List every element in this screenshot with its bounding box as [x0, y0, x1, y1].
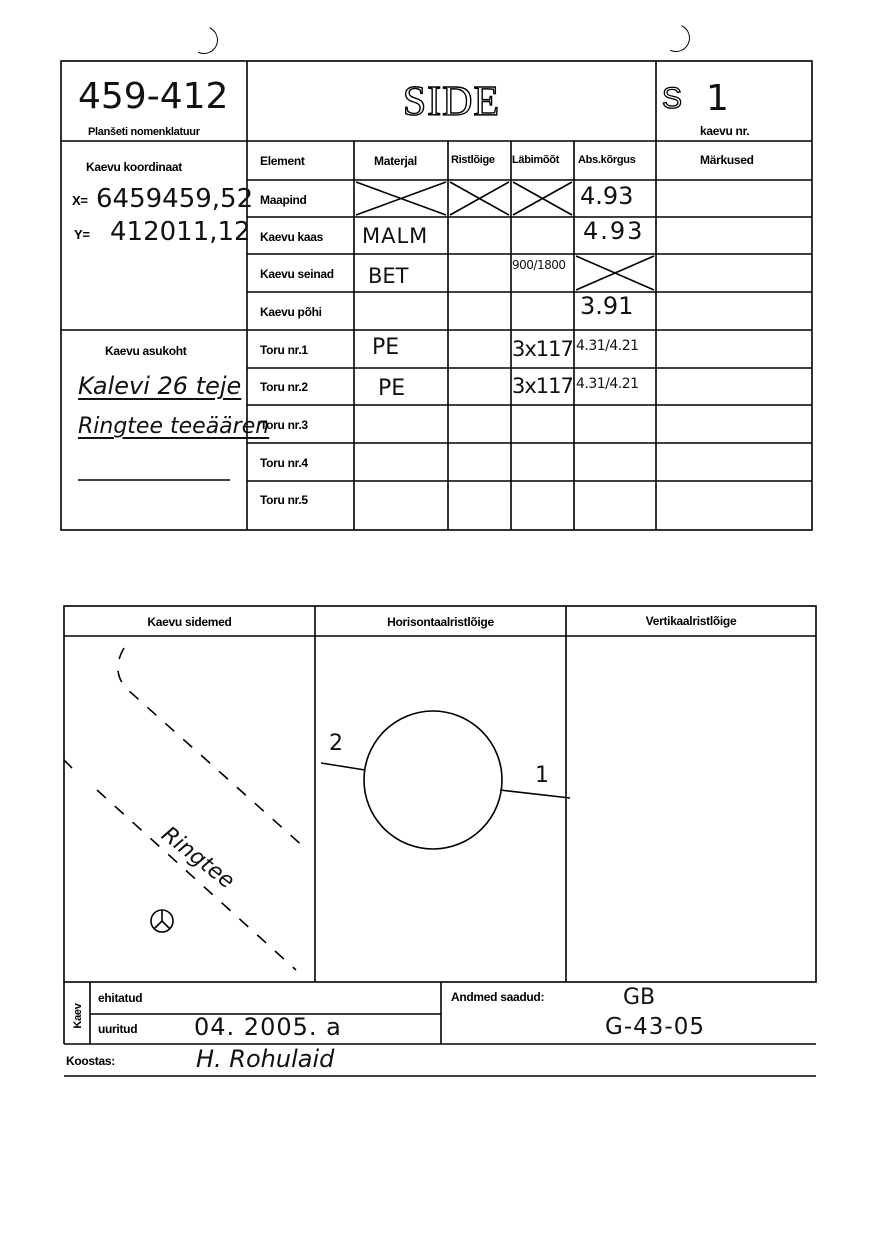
col-header-diameter: Läbimõõt	[512, 154, 560, 166]
location-line-1: Kalevi 26 teje	[78, 372, 242, 400]
row-label: Toru nr.4	[260, 456, 308, 470]
cell-abs-height: 4.31/4.21	[576, 376, 639, 392]
row-label: Toru nr.1	[260, 343, 308, 357]
col-header-abs-height: Abs.kõrgus	[578, 154, 636, 166]
row-label: Kaevu seinad	[260, 267, 334, 281]
y-coordinate: 412011,12	[110, 217, 251, 247]
well-circle	[364, 711, 502, 849]
data-received-label: Andmed saadud:	[451, 990, 545, 1004]
row-label: Toru nr.5	[260, 493, 308, 507]
col-header-element: Element	[260, 154, 305, 168]
cell-material: BET	[368, 264, 409, 288]
x-prefix: X=	[72, 193, 88, 208]
coordinates-label: Kaevu koordinaat	[86, 160, 182, 174]
location-label: Kaevu asukoht	[105, 344, 187, 358]
data-received-value-1: GB	[623, 985, 656, 1010]
hydrant-symbol-icon	[151, 910, 173, 932]
cell-abs-height: 4.31/4.21	[576, 338, 639, 354]
row-label: Kaevu kaas	[260, 230, 324, 244]
cell-abs-height: 4.93	[583, 217, 645, 245]
road-edges	[64, 648, 305, 970]
well-cross-section	[321, 711, 570, 849]
cell-abs-height: 4.93	[580, 182, 634, 210]
col-header-notes: Märkused	[700, 153, 754, 167]
surveyed-value: 04. 2005. a	[194, 1013, 342, 1041]
sketch-header-horizontal: Horisontaalristlõige	[387, 615, 494, 629]
pipe-2-line	[321, 763, 365, 770]
row-label: Maapind	[260, 193, 307, 207]
cell-diameter: 3x117	[512, 374, 573, 398]
cell-diameter: 900/1800	[512, 258, 566, 272]
compiled-value: H. Rohulaid	[196, 1045, 335, 1073]
cell-abs-height: 3.91	[580, 292, 634, 320]
sketch-header-vertical: Vertikaalristlõige	[645, 614, 737, 628]
row-label: Toru nr.2	[260, 380, 308, 394]
row-label: Kaevu põhi	[260, 305, 322, 319]
cell-diameter: 3x117	[512, 337, 573, 361]
cell-material: MALM	[362, 224, 429, 248]
location-line-2: Ringtee teeäären	[78, 414, 270, 439]
y-prefix: Y=	[74, 227, 90, 242]
col-header-cross-section: Ristlõige	[451, 154, 495, 166]
surveyed-label: uuritud	[98, 1022, 138, 1036]
nomenclature-label: Planšeti nomenklatuur	[88, 126, 200, 138]
compiled-label: Koostas:	[66, 1054, 115, 1068]
well-prefix: S	[662, 82, 683, 115]
cell-material: PE	[378, 376, 406, 401]
side-label: Kaev	[72, 1003, 84, 1029]
nomenclature-value: 459-412	[78, 76, 229, 117]
pipe-1-line	[500, 790, 570, 798]
well-number: 1	[706, 78, 729, 119]
well-number-label: kaevu nr.	[700, 124, 750, 138]
row-label: Toru nr.3	[260, 418, 308, 432]
pipe-label-2: 2	[329, 731, 343, 756]
x-coordinate: 6459459,52	[96, 184, 254, 214]
sketch-header-links: Kaevu sidemed	[147, 615, 232, 629]
page-title: SIDE	[402, 79, 501, 125]
cell-material: PE	[372, 335, 400, 360]
built-label: ehitatud	[98, 991, 143, 1005]
street-name: Ringtee	[156, 822, 239, 895]
data-received-value-2: G-43-05	[605, 1014, 705, 1040]
col-header-material: Materjal	[374, 154, 417, 168]
pipe-label-1: 1	[535, 763, 549, 788]
